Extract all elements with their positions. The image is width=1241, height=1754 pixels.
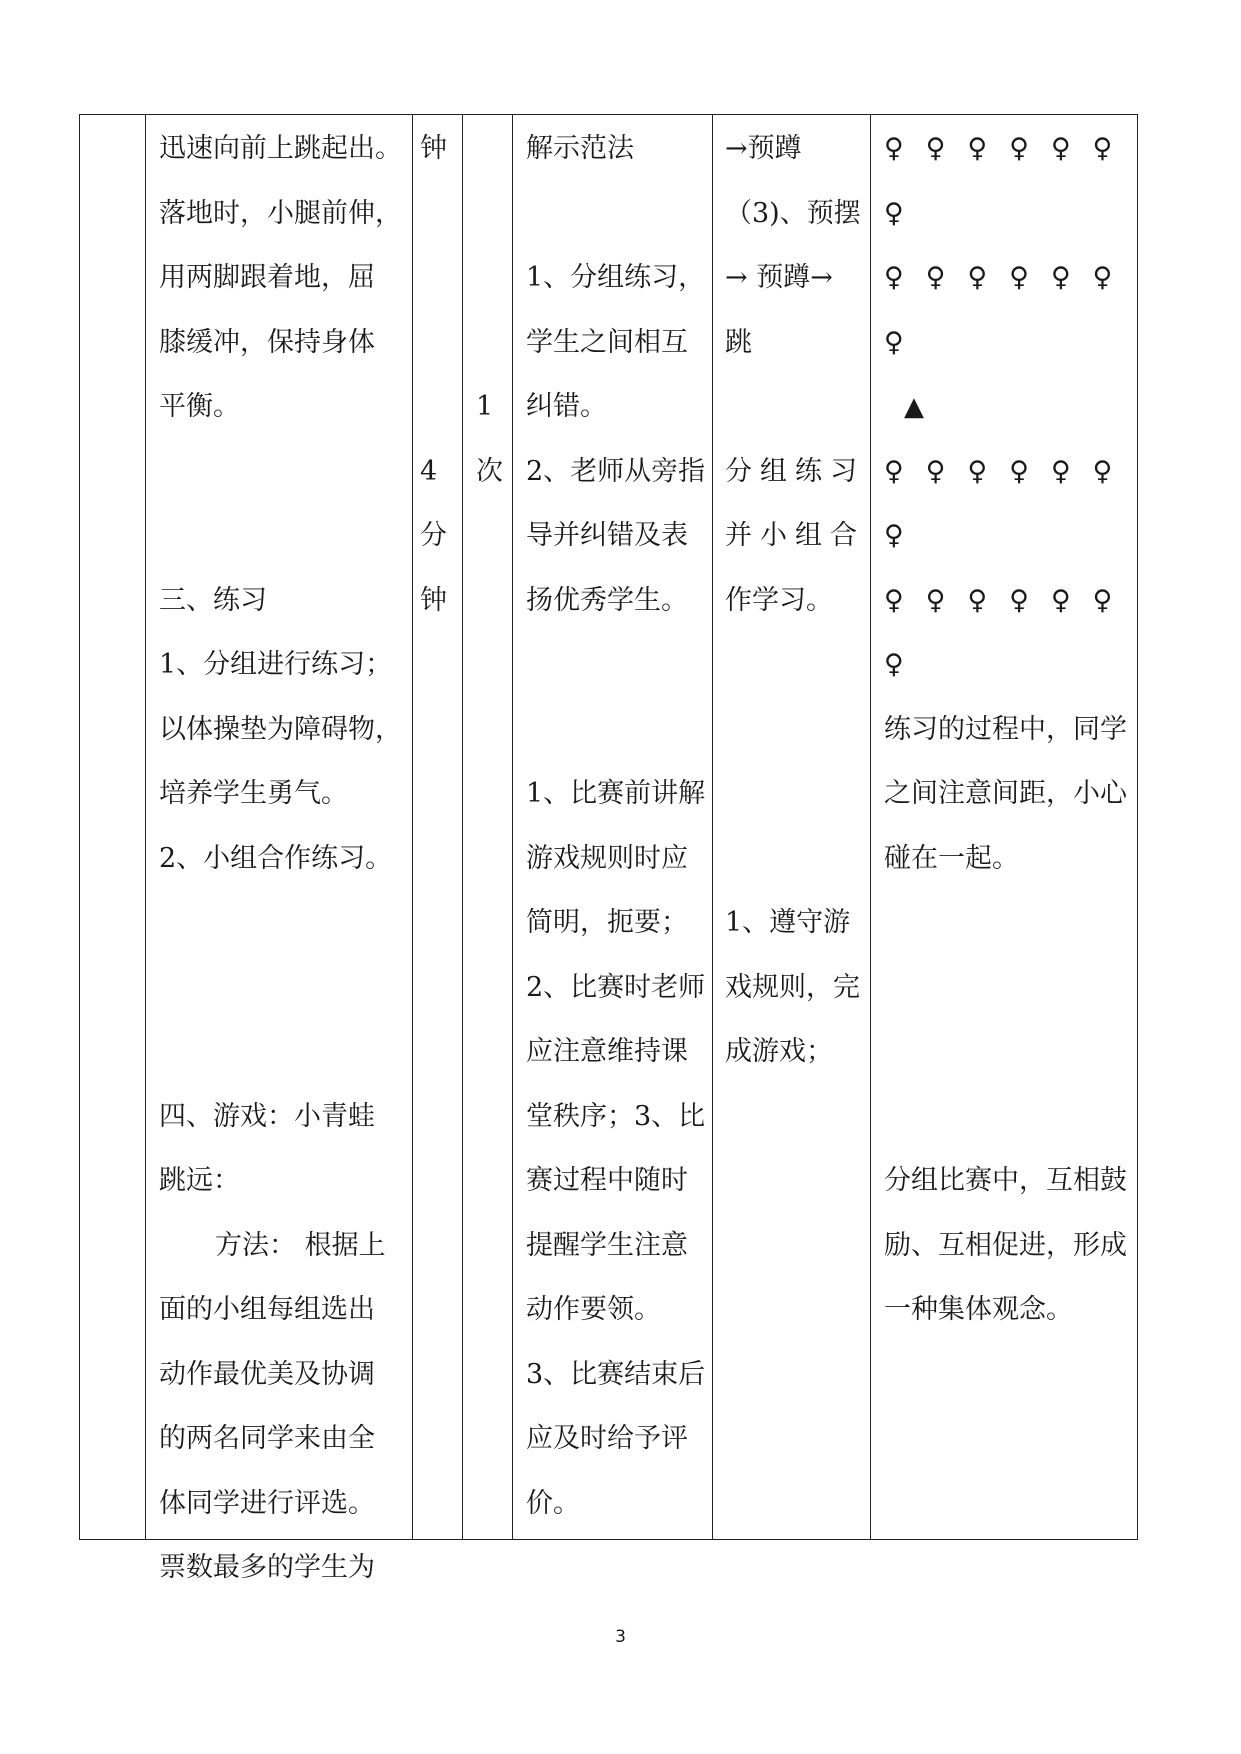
cell-line: →预蹲 xyxy=(725,133,802,164)
cell-line xyxy=(476,182,510,247)
cell-line: 钟 xyxy=(420,133,447,164)
cell-line: 堂秩序；3、比 xyxy=(526,1100,706,1132)
cell-line: ♀♀♀♀♀♀ xyxy=(884,584,1135,616)
cell-line: 分 xyxy=(420,520,447,551)
cell-line: 2、老师从旁指 xyxy=(526,455,706,487)
cell-line: ♀♀♀♀♀♀ xyxy=(884,133,1135,164)
cell-line: 学生之间相互 xyxy=(526,326,688,358)
cell-line: 分组比赛中，互相鼓 xyxy=(884,1165,1127,1196)
column-divider xyxy=(412,115,413,1539)
cell-line xyxy=(884,1085,1134,1150)
cell-line: 以体操垫为障碍物， xyxy=(159,713,402,745)
cell-line: 成游戏； xyxy=(725,1036,833,1067)
cell-line xyxy=(884,956,1134,1021)
cell-line: 2、比赛时老师 xyxy=(526,971,706,1003)
cell-line xyxy=(526,633,710,698)
cell-line xyxy=(884,891,1134,956)
cell-line xyxy=(725,762,865,827)
cell-line: ♀ xyxy=(884,326,926,358)
cell-line xyxy=(476,311,510,376)
cell-line xyxy=(159,440,409,505)
cell-line xyxy=(159,504,409,569)
cell-line: 次 xyxy=(476,455,503,487)
cell-line: 1 xyxy=(476,391,494,422)
cell-line: 提醒学生注意 xyxy=(526,1229,688,1261)
column-divider xyxy=(512,115,513,1539)
cell-line: 导并纠错及表 xyxy=(526,520,688,551)
cell-line: 应注意维持课 xyxy=(526,1036,688,1067)
cell-line xyxy=(725,827,865,892)
cell-line: 赛过程中随时 xyxy=(526,1165,688,1196)
cell-line: 简明，扼要； xyxy=(526,907,688,938)
cell-line: 碰在一起。 xyxy=(884,842,1019,874)
cell-line xyxy=(420,311,460,376)
cell-line: 方法： 根据上 xyxy=(215,1229,386,1261)
cell-line: 面的小组每组选出 xyxy=(159,1294,375,1325)
cell-line: （3)、预摆 xyxy=(725,197,861,229)
cell-line: 练习的过程中，同学 xyxy=(884,713,1127,745)
cell-line xyxy=(476,246,510,311)
teacher-position-marker: ▲ xyxy=(904,392,924,422)
cell-line: 跳远： xyxy=(159,1165,240,1196)
cell-line: 应及时给予评 xyxy=(526,1423,688,1454)
cell-line: 跳 xyxy=(725,326,752,358)
cell-line: → 预蹲→ xyxy=(725,262,833,293)
cell-line xyxy=(884,1020,1134,1085)
cell-line: 扬优秀学生。 xyxy=(526,584,688,616)
cell-line: 4 xyxy=(420,455,438,487)
cell-line: 1、遵守游 xyxy=(725,907,851,938)
column-divider xyxy=(712,115,713,1539)
cell-line: 1、分组进行练习； xyxy=(159,649,393,680)
cell-line: 价。 xyxy=(526,1487,580,1519)
cell-line xyxy=(159,891,409,956)
cell-line: 平衡。 xyxy=(159,391,240,422)
cell-line: 励、互相促进，形成 xyxy=(884,1229,1127,1261)
count-column xyxy=(476,117,510,1539)
cell-line xyxy=(159,1020,409,1085)
cell-line: 解示范法 xyxy=(526,133,634,164)
cell-line: 一种集体观念。 xyxy=(884,1294,1073,1325)
cell-line: 体同学进行评选。 xyxy=(159,1487,375,1519)
cell-line: 迅速向前上跳起出。 xyxy=(159,133,402,164)
cell-line: ♀ xyxy=(884,197,926,229)
cell-line: 落地时，小腿前伸， xyxy=(159,197,402,229)
cell-line: 3、比赛结束后 xyxy=(526,1358,706,1390)
cell-line: ♀ xyxy=(884,649,926,680)
teacher-activity-column xyxy=(526,117,710,1539)
cell-line xyxy=(725,375,865,440)
cell-line xyxy=(476,117,510,182)
column-divider xyxy=(870,115,871,1539)
cell-line: 1、分组练习， xyxy=(526,262,706,293)
column-divider xyxy=(462,115,463,1539)
cell-line: 四、游戏：小青蛙 xyxy=(159,1100,375,1132)
cell-line: ♀ xyxy=(884,520,926,551)
cell-line: ♀♀♀♀♀♀ xyxy=(884,262,1135,293)
column-divider xyxy=(145,115,146,1539)
cell-line xyxy=(725,633,865,698)
page-number: 3 xyxy=(615,1627,626,1647)
cell-line: ♀♀♀♀♀♀ xyxy=(884,455,1135,487)
lesson-plan-table xyxy=(79,114,1138,1583)
time-column xyxy=(420,117,460,1539)
organization-column xyxy=(884,117,1134,1539)
cell-line: 游戏规则时应 xyxy=(526,842,688,874)
cell-line: 培养学生勇气。 xyxy=(159,778,348,809)
cell-line: 之间注意间距，小心 xyxy=(884,778,1127,809)
cell-line: 的两名同学来由全 xyxy=(159,1423,375,1454)
cell-line xyxy=(420,182,460,247)
cell-line: 膝缓冲，保持身体 xyxy=(159,326,375,358)
cell-line xyxy=(420,246,460,311)
cell-line: 1、比赛前讲解 xyxy=(526,778,706,809)
cell-line xyxy=(526,182,710,247)
cell-line: 并小组合 xyxy=(725,520,865,551)
cell-line xyxy=(159,956,409,1021)
student-activity-column xyxy=(725,117,865,1539)
cell-line xyxy=(526,698,710,763)
cell-line: 纠错。 xyxy=(526,391,607,422)
cell-line xyxy=(420,375,460,440)
cell-line: 动作最优美及协调 xyxy=(159,1358,375,1390)
cell-line: 钟 xyxy=(420,584,447,616)
cell-line: 戏规则，完 xyxy=(725,971,860,1003)
cell-line: 2、小组合作练习。 xyxy=(159,842,393,874)
content-column xyxy=(159,117,409,1583)
cell-line xyxy=(725,698,865,763)
cell-line: 票数最多的学生为 xyxy=(159,1552,375,1583)
cell-line: 三、练习 xyxy=(159,584,267,616)
cell-line: 分组练习 xyxy=(725,455,865,487)
cell-line: 用两脚跟着地，屈 xyxy=(159,262,375,293)
cell-line: 动作要领。 xyxy=(526,1294,661,1325)
cell-line: 作学习。 xyxy=(725,584,833,616)
